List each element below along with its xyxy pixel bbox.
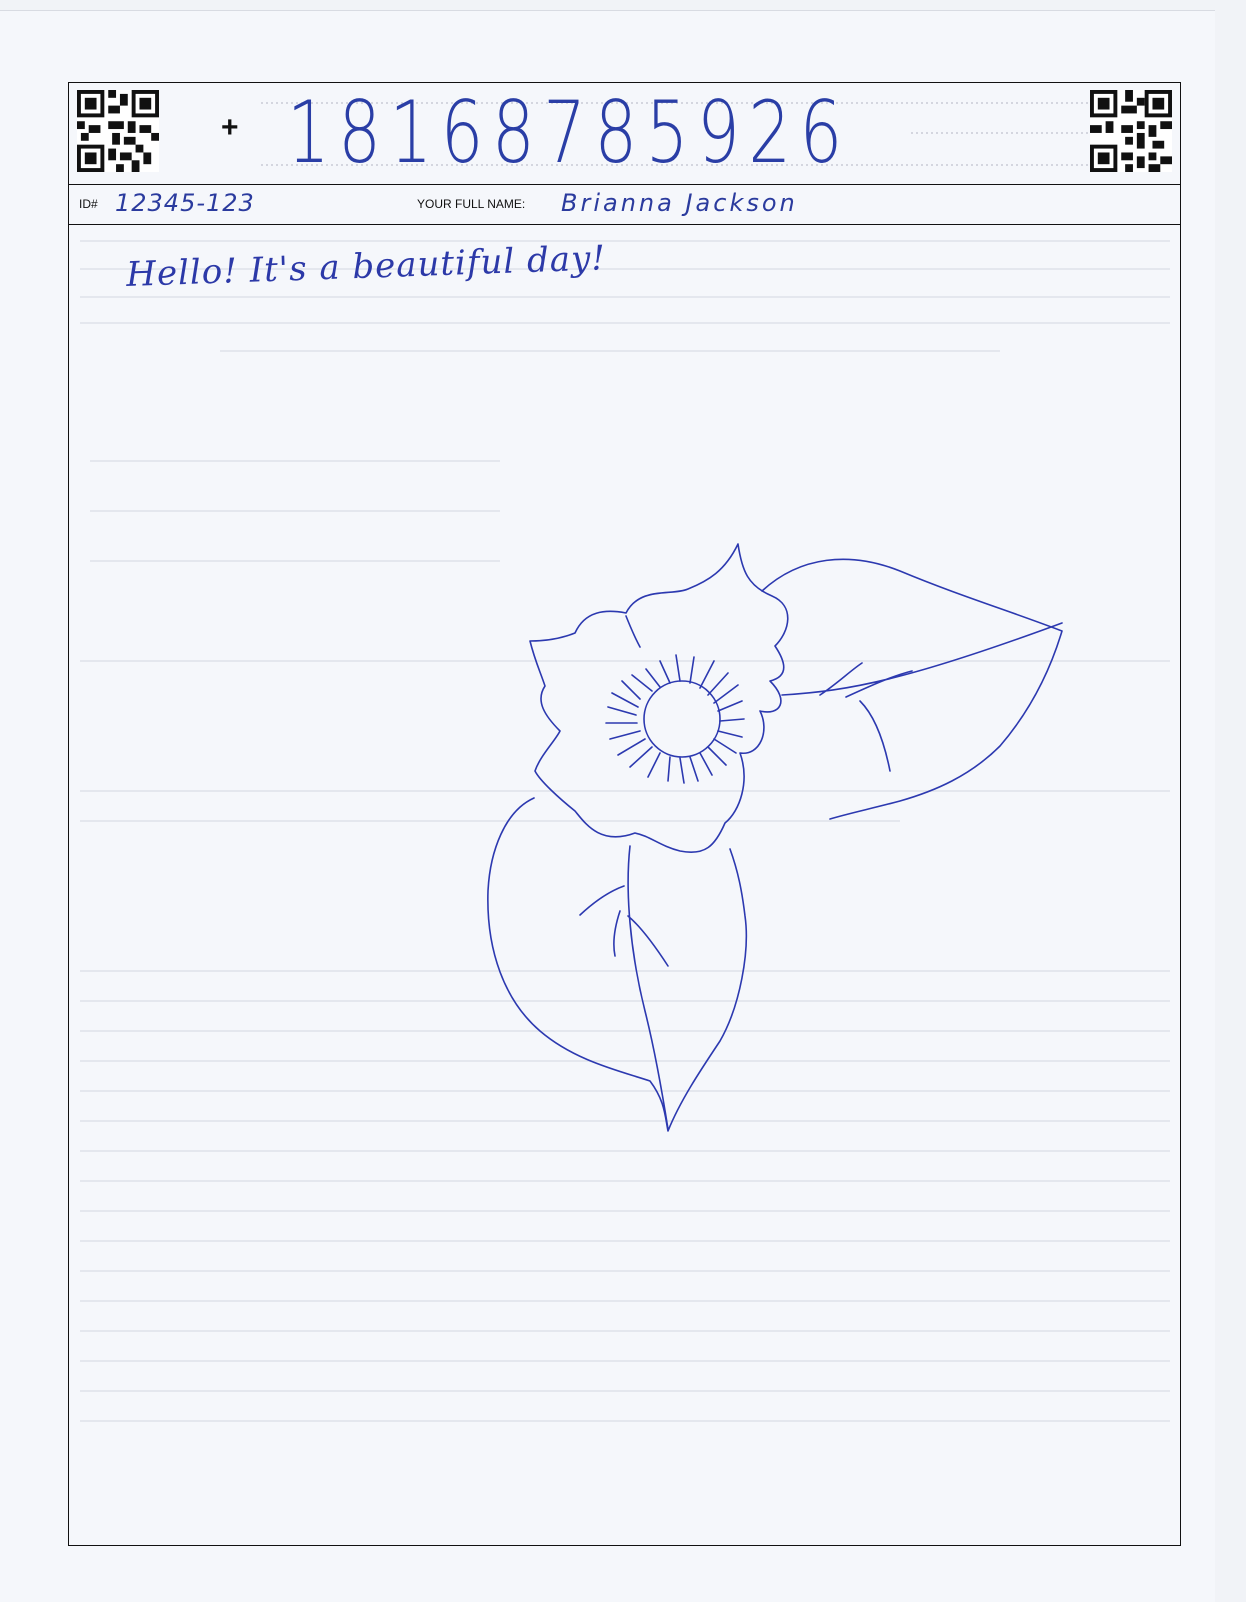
scanned-page	[0, 10, 1215, 1602]
leaf-upper-right	[762, 559, 1062, 819]
handwritten-note[interactable]: Hello! It's a beautiful day!	[125, 238, 607, 295]
id-field[interactable]: 12345-123	[115, 189, 255, 217]
flower-center	[644, 681, 720, 757]
phone-prefix: +	[221, 111, 239, 144]
full-name-field[interactable]: Brianna Jackson	[561, 189, 798, 217]
flower-petals	[530, 544, 788, 852]
full-name-label: YOUR FULL NAME:	[417, 197, 526, 211]
leaf-upper-right-vein	[782, 623, 1062, 771]
phone-number[interactable]: 18168785926	[287, 83, 851, 183]
flower-drawing[interactable]	[0, 11, 1215, 1602]
flower-stamen	[606, 655, 744, 783]
id-label: ID#	[79, 197, 98, 211]
